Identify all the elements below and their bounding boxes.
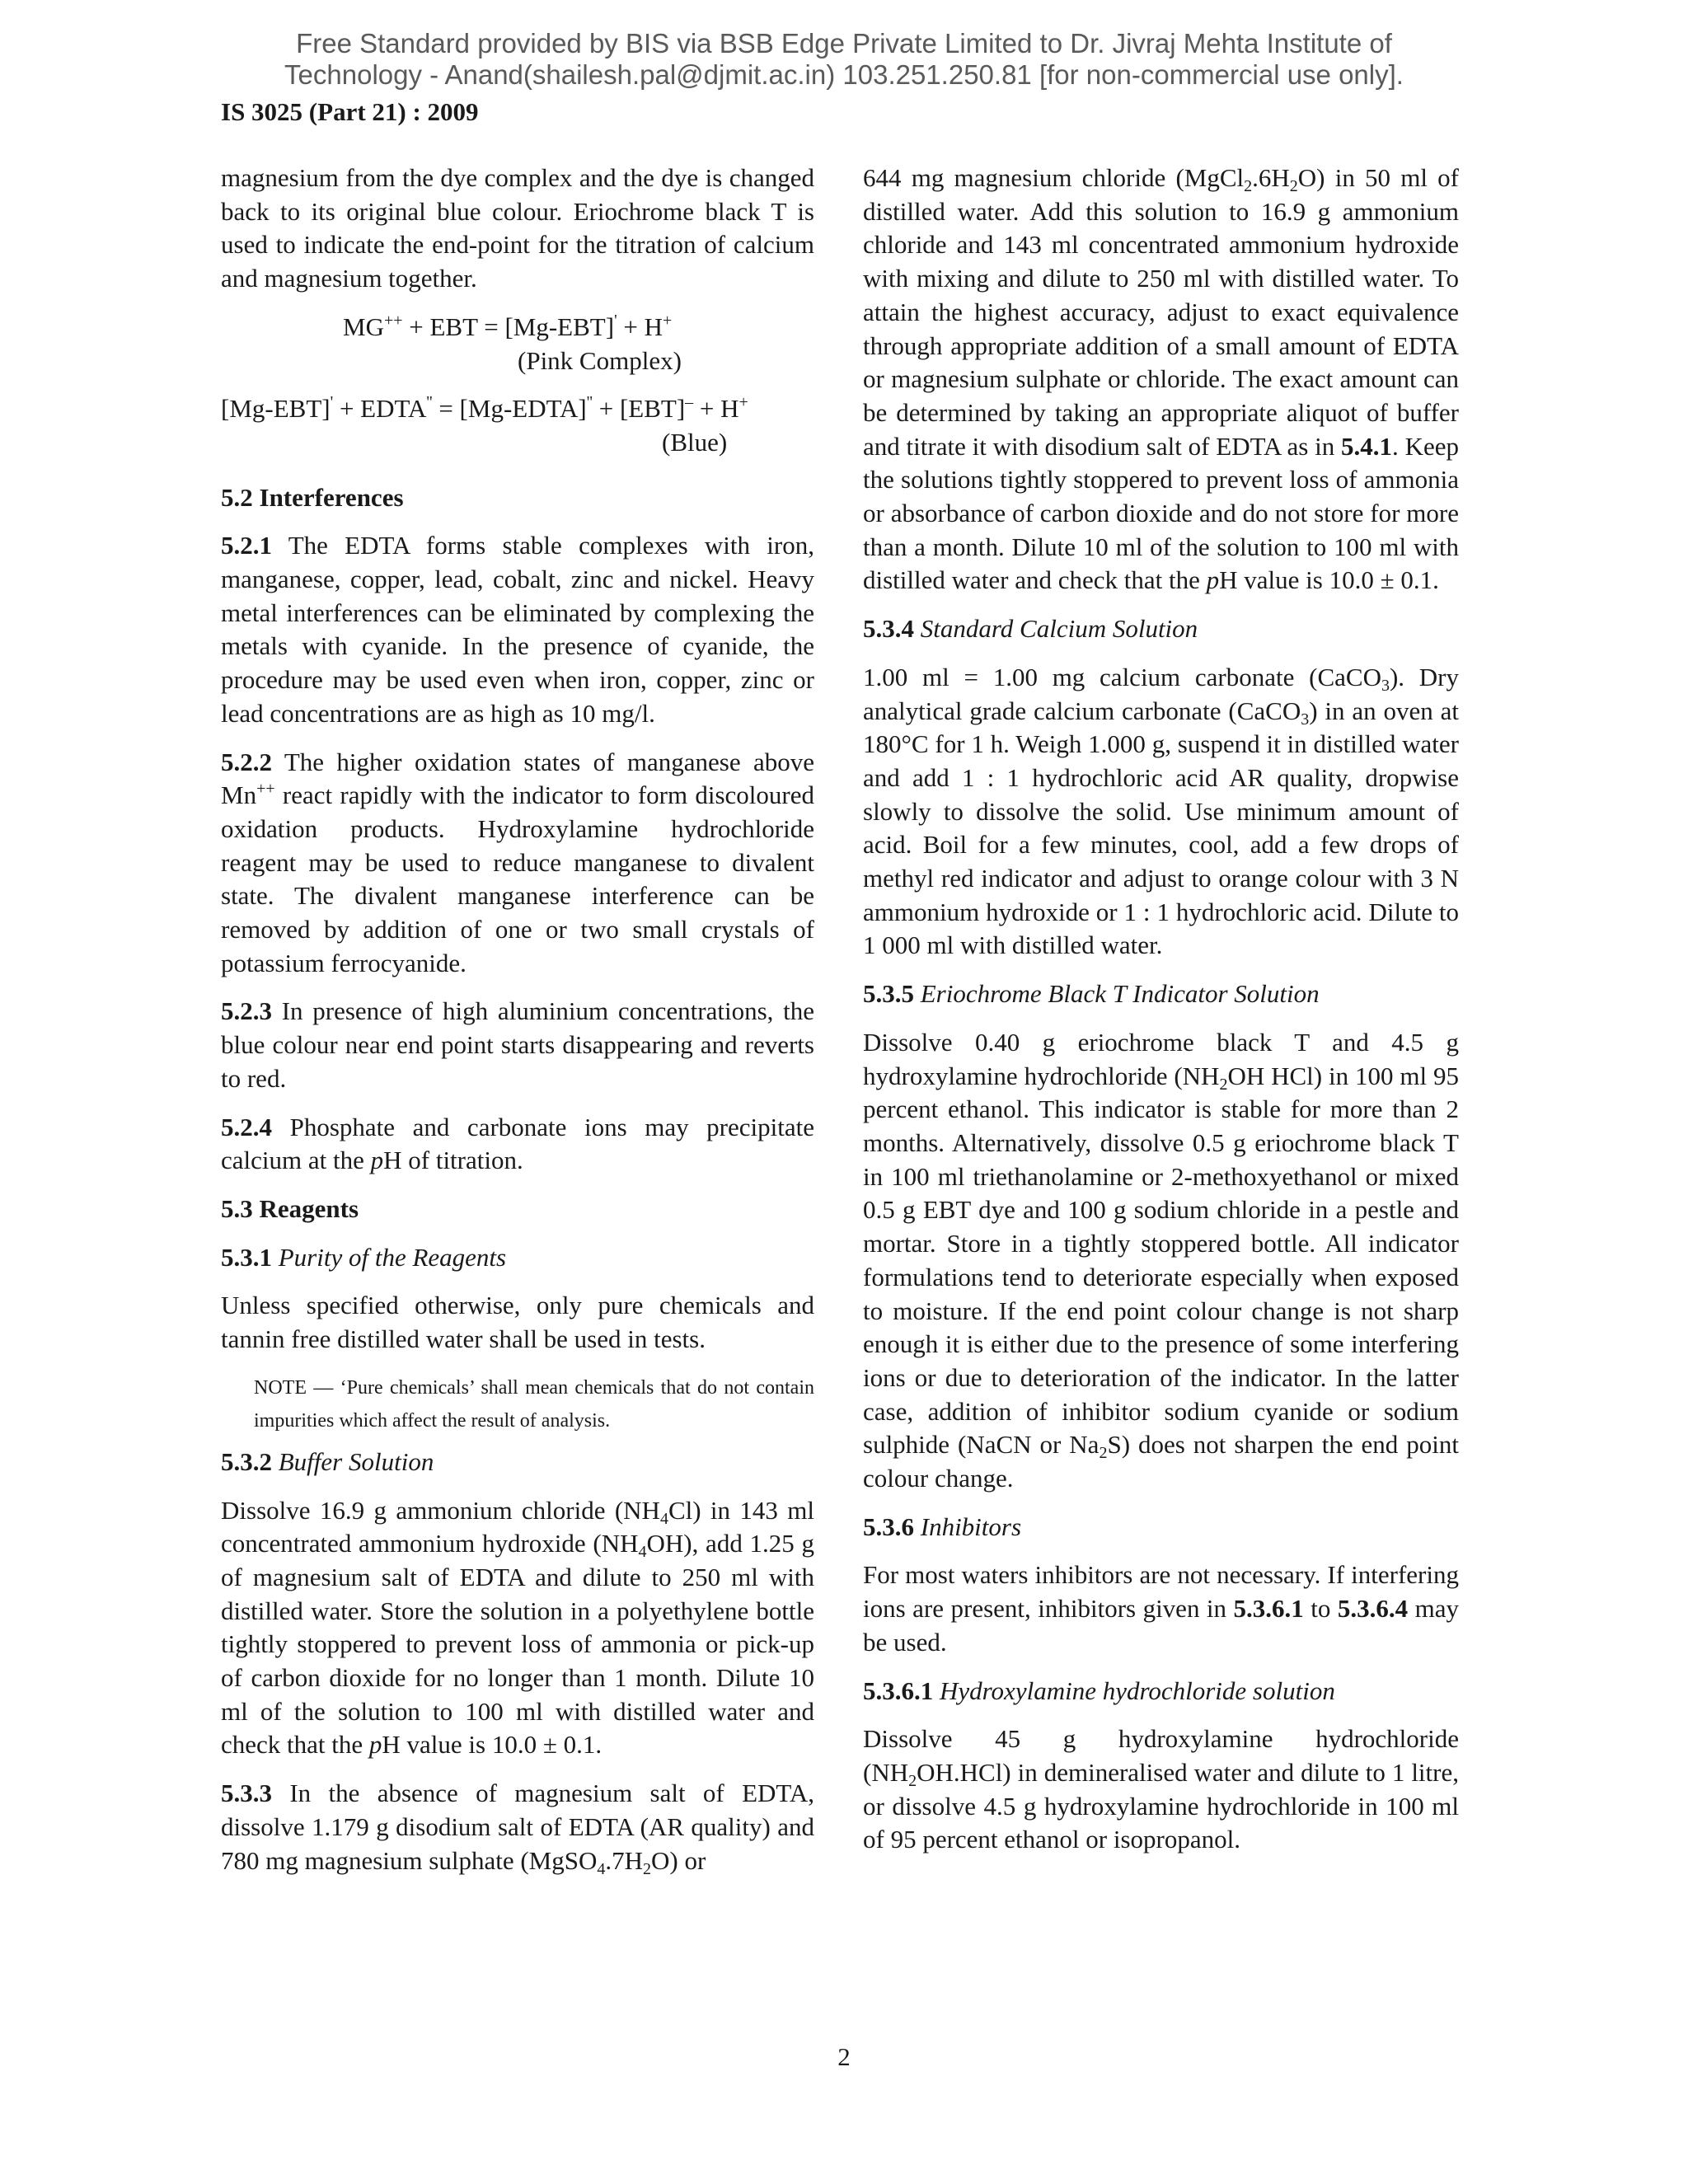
clause-5-3-6-heading [863,1511,1459,1544]
clause-5-3-6-1-text [863,1722,1459,1857]
watermark-banner [0,28,1688,91]
page-number: 2 [837,2042,851,2071]
clause-text: The EDTA forms stable complexes with iron, manganese, copper, lead, cobalt, zinc and nickel. Heavy metal interferences can be eliminated by complexing the metals with cyanide. In the presence of cyanide, the procedure may be used even when iron, copper, zinc or lead concentrations are as high as 10 mg/l. [221,531,814,728]
eq-sup: ' [614,311,617,330]
banner-line-1: Free Standard provided by BIS via BSB Edge Private Limited to Dr. Jivraj Mehta Institute of [296,28,1392,59]
eq-text: + [EBT] [592,394,686,424]
clause-text: . Keep the solutions tightly stoppered to prevent loss of ammonia or absorbance of carbon dioxide and do not store for more than a month. Dilute 10 ml of the solution to 100 ml with distilled water and check that the [863,431,1460,595]
eq-text: [Mg-EBT] [221,394,331,424]
eq-text: = [Mg-EDTA] [432,394,587,424]
subscript: 2 [1099,1444,1108,1463]
clause-5-2-1 [221,529,814,730]
left-column [221,162,814,1892]
subscript: 2 [1289,177,1298,195]
eq-sup: ++ [383,311,403,330]
intro-paragraph: magnesium from the dye complex and the dye is changed back to its original blue colour. Eriochrome black T is used to indicate the end-point for the titration of calcium and magnesium together. [221,163,814,293]
clause-text: ). Dry analytical grade calcium carbonate (CaCO [863,662,1459,725]
clause-title: Eriochrome Black T Indicator Solution [914,979,1320,1009]
clause-title: Inhibitors [914,1511,1022,1541]
eq-sup: ' [330,393,334,412]
clause-5-3-1-text: Unless specified otherwise, only pure chemicals and tannin free distilled water shall be used in tests. [221,1291,814,1354]
eq-text: + H [693,394,739,424]
clause-text: to [1303,1594,1338,1624]
clause-text: 644 mg magnesium chloride (MgCl [863,163,1245,192]
right-column [863,162,1459,1872]
subscript: 2 [1244,177,1253,195]
clause-text: S) does not sharpen the end point colour change. [863,1430,1459,1493]
clause-number: 5.3.5 [863,979,914,1009]
clause-text: In the absence of magnesium salt of EDTA, dissolve 1.179 g disodium salt of EDTA (AR quality) and 780 mg magnesium sulphate (MgSO [221,1779,814,1875]
clause-title: Purity of the Reagents [272,1242,507,1272]
equation-2 [221,392,814,426]
clause-5-3-3-continued [863,162,1459,598]
clause-text: OH.HCl) in demineralised water and dilute to 1 litre, or dissolve 4.5 g hydroxylamine hydrochloride in 100 ml of 95 percent ethanol or isopropanol. [863,1757,1459,1854]
clause-title: Buffer Solution [272,1446,434,1476]
clause-number: 5.2.4 [221,1112,272,1141]
subscript: 3 [1301,710,1310,729]
clause-5-2-2 [221,746,814,981]
eq-text: + EBT = [Mg-EBT] [402,312,615,341]
eq-text: + H [617,312,663,341]
subscript: 4 [638,1543,647,1562]
eq-sup: + [738,393,748,412]
clause-5-3-4-text [863,661,1459,963]
clause-5-3-3 [221,1777,814,1877]
eq-sup: '' [426,393,433,412]
clause-text: Dissolve 45 g hydroxylamine hydrochloride (NH [863,1724,1459,1787]
clause-number: 5.2.2 [221,747,272,776]
eq-sup: – [685,393,694,412]
clause-text: For most waters inhibitors are not necessary. If interfering ions are present, inhibitors given in [863,1560,1459,1624]
banner-line-2: Technology - Anand(shailesh.pal@djmit.ac.in) 103.251.250.81 [for non-commercial use only]. [284,59,1404,90]
clause-5-2-4 [221,1111,814,1178]
clause-5-3-2-text [221,1494,814,1763]
clause-text: Cl) in 143 ml concentrated ammonium hydroxide (NH [221,1495,814,1558]
clause-text: H of titration. [383,1146,523,1175]
subscript: 2 [1219,1075,1228,1094]
clause-reference: 5.3.6.1 [1233,1594,1304,1624]
equation-1-note: (Pink Complex) [518,345,682,375]
clause-number: 5.2.3 [221,996,272,1026]
clause-text: H value is 10.0 ± 0.1. [382,1730,603,1760]
clause-text: react rapidly with the indicator to form discoloured oxidation products. Hydroxylamine hydrochloride reagent may be used to reduce manganese to divalent state. The divalent manganese interference can be removed by addition of one or two small crystals of potassium ferrocyanide. [221,780,814,977]
clause-title: Standard Calcium Solution [914,614,1198,644]
clause-text: ) in an oven at 180°C for 1 h. Weigh 1.000 g, suspend it in distilled water and add 1 : 1 hydrochloric acid AR quality, dropwise slowly to dissolve the solid. Use minimum amount of acid. Boil for a few minutes, cool, add a few drops of methyl red indicator and adjust to orange colour with 3 N ammonium hydroxide or 1 : 1 hydrochloric acid. Dilute to 1 000 ml with distilled water. [863,696,1460,960]
clause-5-3-4-heading [863,612,1459,646]
clause-5-3-6-text [863,1558,1459,1659]
clause-number: 5.3.1 [221,1242,272,1272]
clause-text: may be used. [863,1594,1459,1657]
clause-5-2-3 [221,995,814,1095]
clause-reference: 5.3.6.4 [1337,1594,1409,1624]
clause-reference: 5.4.1 [1341,431,1393,461]
subscript: 4 [659,1509,668,1528]
clause-text: Phosphate and carbonate ions may precipitate calcium at the [221,1112,814,1175]
clause-5-3-2-heading [221,1446,814,1479]
clause-title: Hydroxylamine hydrochloride solution [933,1675,1335,1705]
eq-text: + EDTA [333,394,427,424]
clause-text: .7H [605,1845,643,1875]
subscript: 4 [597,1859,606,1878]
clause-text: In presence of high aluminium concentrations, the blue colour near end point starts disappearing and reverts to red. [221,996,814,1093]
clause-text: O) or [651,1845,706,1875]
clause-text: OH), add 1.25 g of magnesium salt of EDTA and dilute to 250 ml with distilled water. Store the solution in a polyethylene bottle tightly stoppered to prevent loss of ammonia or pick-up of carbon dioxide for no longer than 1 month. Dilute 10 ml of the solution to 100 ml with distilled water and check that the [221,1529,814,1760]
clause-number: 5.3.6.1 [863,1675,934,1705]
equation-1 [221,311,814,344]
eq-sup: '' [586,393,593,412]
clause-text: Dissolve 16.9 g ammonium chloride (NH [221,1495,660,1525]
clause-number: 5.3.4 [863,614,914,644]
superscript: ++ [256,780,275,799]
standard-id: IS 3025 (Part 21) : 2009 [221,97,479,126]
heading-5-2: 5.2 Interferences [221,482,404,512]
subscript: 2 [643,1859,651,1878]
note: NOTE — ‘Pure chemicals’ shall mean chemicals that do not contain impurities which affect the result of analysis. [254,1376,814,1432]
clause-number: 5.3.2 [221,1446,272,1476]
heading-5-3: 5.3 Reagents [221,1193,359,1223]
clause-text: .6H [1252,163,1290,192]
clause-text: 1.00 ml = 1.00 mg calcium carbonate (CaCO [863,662,1381,691]
clause-text: O) in 50 ml of distilled water. Add this solution to 16.9 g ammonium chloride and 143 ml concentrated ammonium hydroxide with mixing and dilute to 250 ml with distilled water. To attain the highest accuracy, adjust to exact equivalence through appropriate addition of a small amount of EDTA or magnesium sulphate or chloride. The exact amount can be determined by taking an appropriate aliquot of buffer and titrate it with disodium salt of EDTA as in [863,163,1460,461]
italic-p: p [368,1730,382,1760]
eq-text: MG [343,312,384,341]
clause-text: The higher oxidation states of manganese above Mn [221,747,814,810]
clause-5-3-5-heading [863,977,1459,1011]
italic-p: p [370,1146,384,1175]
clause-5-3-5-text [863,1026,1459,1496]
clause-text: Dissolve 0.40 g eriochrome black T and 4.5 g hydroxylamine hydrochloride (NH [863,1027,1459,1090]
clause-number: 5.3.3 [221,1779,272,1808]
clause-5-3-1-heading [221,1241,814,1275]
subscript: 3 [1381,676,1390,695]
eq-sup: + [663,311,673,330]
equation-2-note: (Blue) [662,427,728,457]
clause-number: 5.3.6 [863,1511,914,1541]
subscript: 2 [908,1771,917,1790]
clause-5-3-6-1-heading [863,1675,1459,1708]
clause-text: OH HCl) in 100 ml 95 percent ethanol. This indicator is stable for more than 2 months. Alternatively, dissolve 0.5 g eriochrome black T in 100 ml triethanolamine or 2-methoxyethanol or mixed 0.5 g EBT dye and 100 g sodium chloride in a pestle and mortar. Store in a tightly stoppered bottle. All indicator formulations tend to deteriorate especially when exposed to moisture. If the end point colour change is not sharp enough it is either due to the presence of some interfering ions or due to deterioration of the indicator. In the latter case, addition of inhibitor sodium cyanide or sodium sulphide (NaCN or Na [863,1061,1459,1460]
clause-number: 5.2.1 [221,531,272,560]
italic-p: p [1206,565,1220,595]
clause-text: H value is 10.0 ± 0.1. [1219,565,1439,595]
